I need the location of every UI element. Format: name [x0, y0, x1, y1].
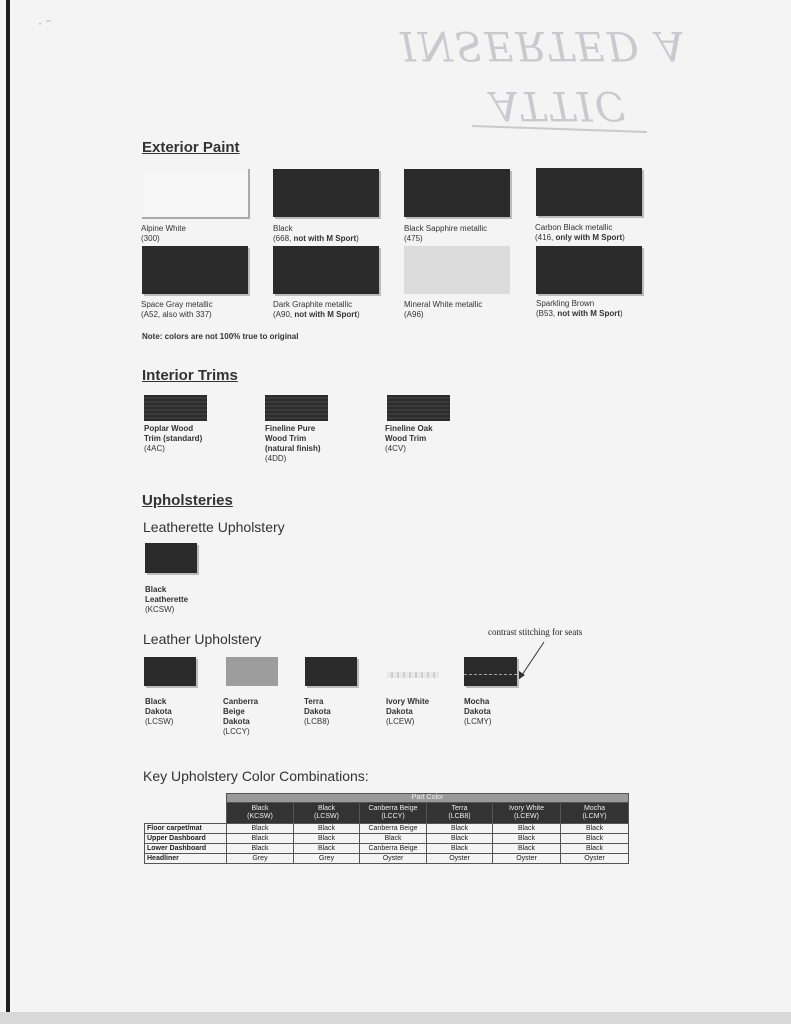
- table-cell: Oyster: [561, 854, 629, 864]
- label-mineral-white: Mineral White metallic (A96): [404, 300, 483, 319]
- stray-mark: · ⁻: [38, 16, 52, 30]
- swatch-terra-dakota: [305, 657, 357, 686]
- table-corner: [145, 794, 227, 803]
- row-label: Lower Dashboard: [145, 844, 227, 854]
- table-cell: Grey: [227, 854, 294, 864]
- label-black-dakota: Black Dakota (LCSW): [145, 697, 174, 726]
- table-cell: Black: [227, 824, 294, 834]
- table-cell: Black: [294, 834, 360, 844]
- label-alpine-white: Alpine White (300): [141, 224, 186, 243]
- label-fineline-oak-wood: Fineline Oak Wood Trim (4CV): [385, 424, 433, 453]
- label-fineline-pure-wood: Fineline Pure Wood Trim (natural finish) (4DD): [265, 424, 321, 463]
- label-carbon-black: Carbon Black metallic (416, only with M Sport): [535, 223, 625, 242]
- contrast-stitching-line: [464, 674, 517, 675]
- swatch-carbon-black: [536, 168, 642, 216]
- table-cell: Black: [493, 824, 561, 834]
- swatch-black-sapphire: [404, 169, 510, 217]
- column-header: Terra (LCB8): [427, 803, 493, 824]
- table-corner-2: [145, 803, 227, 824]
- table-cell: Black: [360, 834, 427, 844]
- swatch-black-dakota: [144, 657, 196, 686]
- color-accuracy-note: Note: colors are not 100% true to original: [142, 332, 299, 341]
- swatch-mocha-dakota: [464, 657, 517, 686]
- table-cell: Black: [561, 844, 629, 854]
- table-cell: Black: [427, 824, 493, 834]
- column-header: Black (KCSW): [227, 803, 294, 824]
- table-cell: Black: [427, 844, 493, 854]
- swatch-ivory-white-dakota: [387, 672, 439, 678]
- color-combinations-heading: Key Upholstery Color Combinations:: [143, 768, 369, 784]
- label-black-sapphire: Black Sapphire metallic (475): [404, 224, 488, 243]
- table-cell: Canberra Beige: [360, 844, 427, 854]
- label-terra-dakota: Terra Dakota (LCB8): [304, 697, 331, 726]
- table-cell: Black: [493, 844, 561, 854]
- swatch-black: [273, 169, 379, 217]
- callout-arrow-icon: [515, 640, 547, 682]
- swatch-space-gray: [142, 246, 248, 294]
- stitching-callout: contrast stitching for seats: [488, 627, 583, 637]
- row-label: Upper Dashboard: [145, 834, 227, 844]
- row-label: Floor carpet/mat: [145, 824, 227, 834]
- label-canberra-beige-dakota: Canberra Beige Dakota (LCCY): [223, 697, 259, 736]
- swatch-black-leatherette: [145, 543, 197, 573]
- label-black-leatherette: Black Leatherette (KCSW): [145, 585, 189, 614]
- column-header: Canberra Beige (LCCY): [360, 803, 427, 824]
- table-cell: Black: [294, 844, 360, 854]
- table-row: [145, 824, 629, 834]
- table-cell: Black: [427, 834, 493, 844]
- swatch-sparkling-brown: [536, 246, 642, 294]
- label-mocha-dakota: Mocha Dakota (LCMY): [464, 697, 492, 726]
- label-space-gray: Space Gray metallic (A52, also with 337): [141, 300, 213, 319]
- column-header: Mocha (LCMY): [561, 803, 629, 824]
- handwritten-note-line-2: ATTIC: [490, 82, 628, 128]
- label-black: Black (668, not with M Sport): [273, 224, 359, 243]
- leather-upholstery-heading: Leather Upholstery: [143, 631, 262, 647]
- interior-trims-heading: Interior Trims: [142, 367, 238, 384]
- table-row: [145, 844, 629, 854]
- table-cell: Black: [561, 824, 629, 834]
- column-header: Ivory White (LCEW): [493, 803, 561, 824]
- column-header-row: [145, 803, 629, 824]
- page-left-edge: [6, 0, 10, 1012]
- page-bottom-strip: [0, 1012, 791, 1024]
- handwritten-note-line-1: INSERTED A: [400, 22, 687, 68]
- swatch-mineral-white: [404, 246, 510, 294]
- table-row: [145, 834, 629, 844]
- table-cell: Black: [561, 834, 629, 844]
- swatch-fineline-pure-wood: [265, 395, 328, 421]
- swatch-canberra-beige-dakota: [226, 657, 278, 686]
- table-cell: Oyster: [427, 854, 493, 864]
- label-poplar-wood: Poplar Wood Trim (standard) (4AC): [144, 424, 203, 453]
- exterior-paint-heading: Exterior Paint: [142, 139, 240, 156]
- label-ivory-white-dakota: Ivory White Dakota (LCEW): [386, 697, 430, 726]
- table-cell: Canberra Beige: [360, 824, 427, 834]
- table-cell: Oyster: [493, 854, 561, 864]
- column-header: Black (LCSW): [294, 803, 360, 824]
- row-label: Headliner: [145, 854, 227, 864]
- swatch-fineline-oak-wood: [387, 395, 450, 421]
- table-cell: Black: [294, 824, 360, 834]
- swatch-poplar-wood: [144, 395, 207, 421]
- color-combinations-table: [144, 793, 629, 864]
- table-cell: Black: [227, 844, 294, 854]
- swatch-alpine-white: [142, 169, 250, 219]
- part-color-header-row: [145, 794, 629, 803]
- leatherette-upholstery-heading: Leatherette Upholstery: [143, 519, 285, 535]
- part-color-header: Part Color: [227, 794, 629, 803]
- upholsteries-heading: Upholsteries: [142, 492, 233, 509]
- table-cell: Black: [493, 834, 561, 844]
- table-row: [145, 854, 629, 864]
- label-dark-graphite: Dark Graphite metallic (A90, not with M Sport): [273, 300, 360, 319]
- label-sparkling-brown: Sparkling Brown (B53, not with M Sport): [536, 299, 623, 318]
- swatch-dark-graphite: [273, 246, 379, 294]
- table-cell: Oyster: [360, 854, 427, 864]
- table-cell: Black: [227, 834, 294, 844]
- table-cell: Grey: [294, 854, 360, 864]
